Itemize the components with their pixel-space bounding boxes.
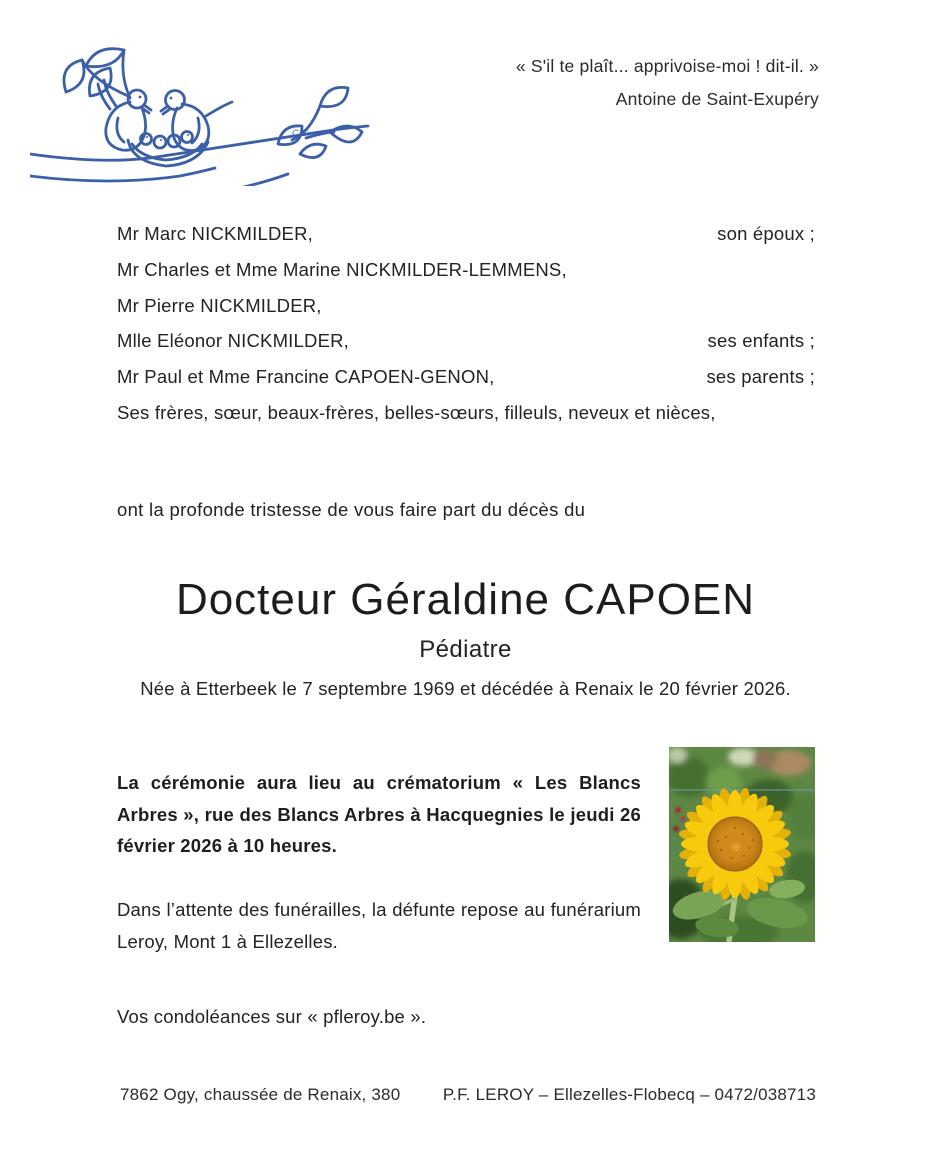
family-member-name: Mr Pierre NICKMILDER,: [117, 294, 322, 316]
family-member-name: Ses frères, sœur, beaux-frères, belles-sœurs, filleuls, neveux et nièces,: [117, 401, 716, 423]
condolences-line: Vos condoléances sur « pfleroy.be ».: [117, 1006, 427, 1027]
announcement-intro: ont la profonde tristesse de vous faire part du décès du: [117, 499, 586, 520]
family-relation: ses enfants ;: [707, 330, 815, 352]
deceased-name: Docteur Géraldine CAPOEN: [175, 575, 756, 624]
family-row: [117, 366, 815, 402]
birds-drawing-strokes: [30, 49, 368, 186]
quote-attribution: Antoine de Saint-Exupéry: [615, 89, 819, 109]
family-row: [117, 259, 815, 295]
footer-funeral-home: P.F. LEROY – Ellezelles-Flobecq – 0472/038713: [442, 1085, 816, 1104]
family-member-name: Mr Charles et Mme Marine NICKMILDER-LEMMENS,: [117, 258, 567, 280]
family-member-name: Mlle Eléonor NICKMILDER,: [117, 330, 350, 352]
sunflower-photo-content: [669, 747, 815, 942]
repose-paragraph: Dans l’attente des funérailles, la défunte repose au funérarium Leroy, Mont 1 à Ellezelles.: [117, 899, 641, 952]
family-row: [117, 295, 815, 331]
ceremony-paragraph: La cérémonie aura lieu au crématorium « Les Blancs Arbres », rue des Blancs Arbres à Hacquegnies le jeudi 26 février 2026 à 10 heures.: [117, 772, 641, 856]
quote-block: [516, 50, 819, 116]
family-relation: ses parents ;: [706, 366, 815, 388]
family-member-name: Mr Marc NICKMILDER,: [117, 223, 313, 244]
family-member-name: Mr Paul et Mme Francine CAPOEN-GENON,: [117, 366, 495, 388]
sunflower-photo: [669, 747, 815, 942]
footer: [120, 1083, 816, 1107]
quote-text: « S'il te plaît... apprivoise-moi ! dit-il. »: [515, 56, 819, 76]
deceased-profession: Pédiatre: [419, 636, 512, 663]
family-row: [117, 330, 815, 366]
artist-signature: C.C.: [292, 128, 310, 138]
family-list: [117, 223, 815, 438]
family-row: [117, 402, 815, 438]
life-dates: Née à Etterbeek le 7 septembre 1969 et décédée à Renaix le 20 février 2026.: [140, 678, 791, 699]
footer-address: 7862 Ogy, chaussée de Renaix, 380: [120, 1085, 401, 1104]
family-row: [117, 223, 815, 259]
birds-on-branch-icon: [30, 36, 370, 186]
disk-center-highlight: [732, 843, 741, 852]
family-relation: son époux ;: [717, 223, 815, 244]
